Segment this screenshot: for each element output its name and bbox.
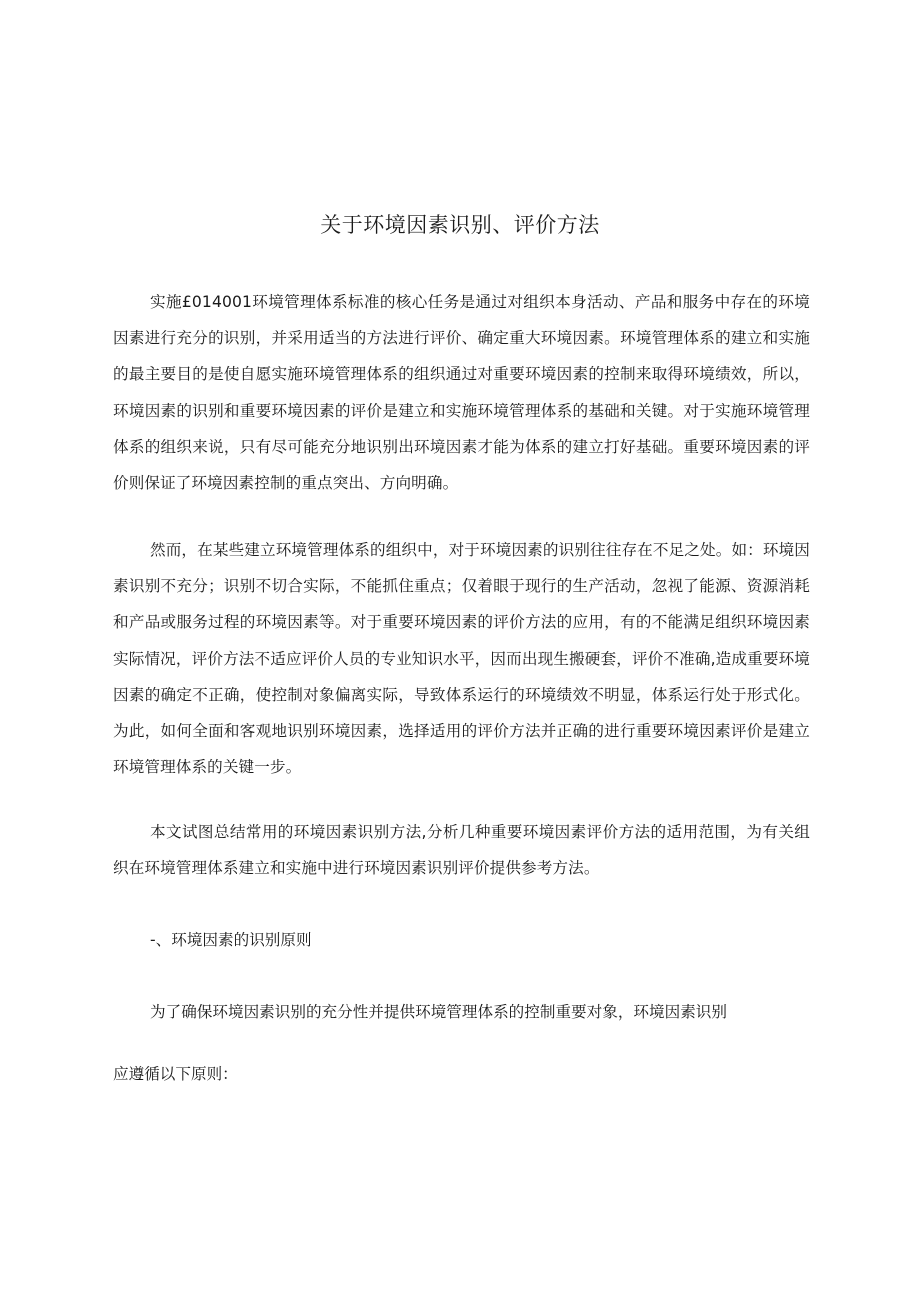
section-heading: -、环境因素的识别原则 <box>150 931 312 949</box>
paragraph-purpose: 本文试图总结常用的环境因素识别方法,分析几种重要环境因素评价方法的适用范围，为有关组织在环境管理体系建立和实施中进行环境因素识别评价提供参考方法。 <box>113 823 810 878</box>
principle-intro-line-1: 为了确保环境因素识别的充分性并提供环境管理体系的控制重要对象，环境因素识别 <box>150 1003 727 1021</box>
principle-intro-line-2: 应遵循以下原则： <box>113 1065 238 1083</box>
paragraph-problems: 然而，在某些建立环境管理体系的组织中，对于环境因素的识别往往存在不足之处。如：环境因素识别不充分；识别不切合实际，不能抓住重点；仅着眼于现行的生产活动，忽视了能源、资源消耗和产品或服务过程的环境因素等。对于重要环境因素的评价方法的应用，有的不能满足组织环境因素实际情况，评价方法不适应评价人员的专业知识水平，因而出现生搬硬套，评价不准确,造成重要环境因素的确定不正确，使控制对象偏离实际，导致体系运行的环境绩效不明显，体系运行处于形式化。为此，如何全面和客观地识别环境因素，选择适用的评价方法并正确的进行重要环境因素评价是建立环境管理体系的关键一步。 <box>113 541 810 777</box>
document-title: 关于环境因素识别、评价方法 <box>320 213 600 237</box>
paragraph-introduction: 实施£014001环境管理体系标准的核心任务是通过对组织本身活动、产品和服务中存在的环境因素进行充分的识别，并采用适当的方法进行评价、确定重大环境因素。环境管理体系的建立和实施的最主要目的是使自愿实施环境管理体系的组织通过对重要环境因素的控制来取得环境绩效，所以，环境因素的识别和重要环境因素的评价是建立和实施环境管理体系的基础和关键。对于实施环境管理体系的组织来说，只有尽可能充分地识别出环境因素才能为体系的建立打好基础。重要环境因素的评价则保证了环境因素控制的重点突出、方向明确。 <box>113 293 810 493</box>
